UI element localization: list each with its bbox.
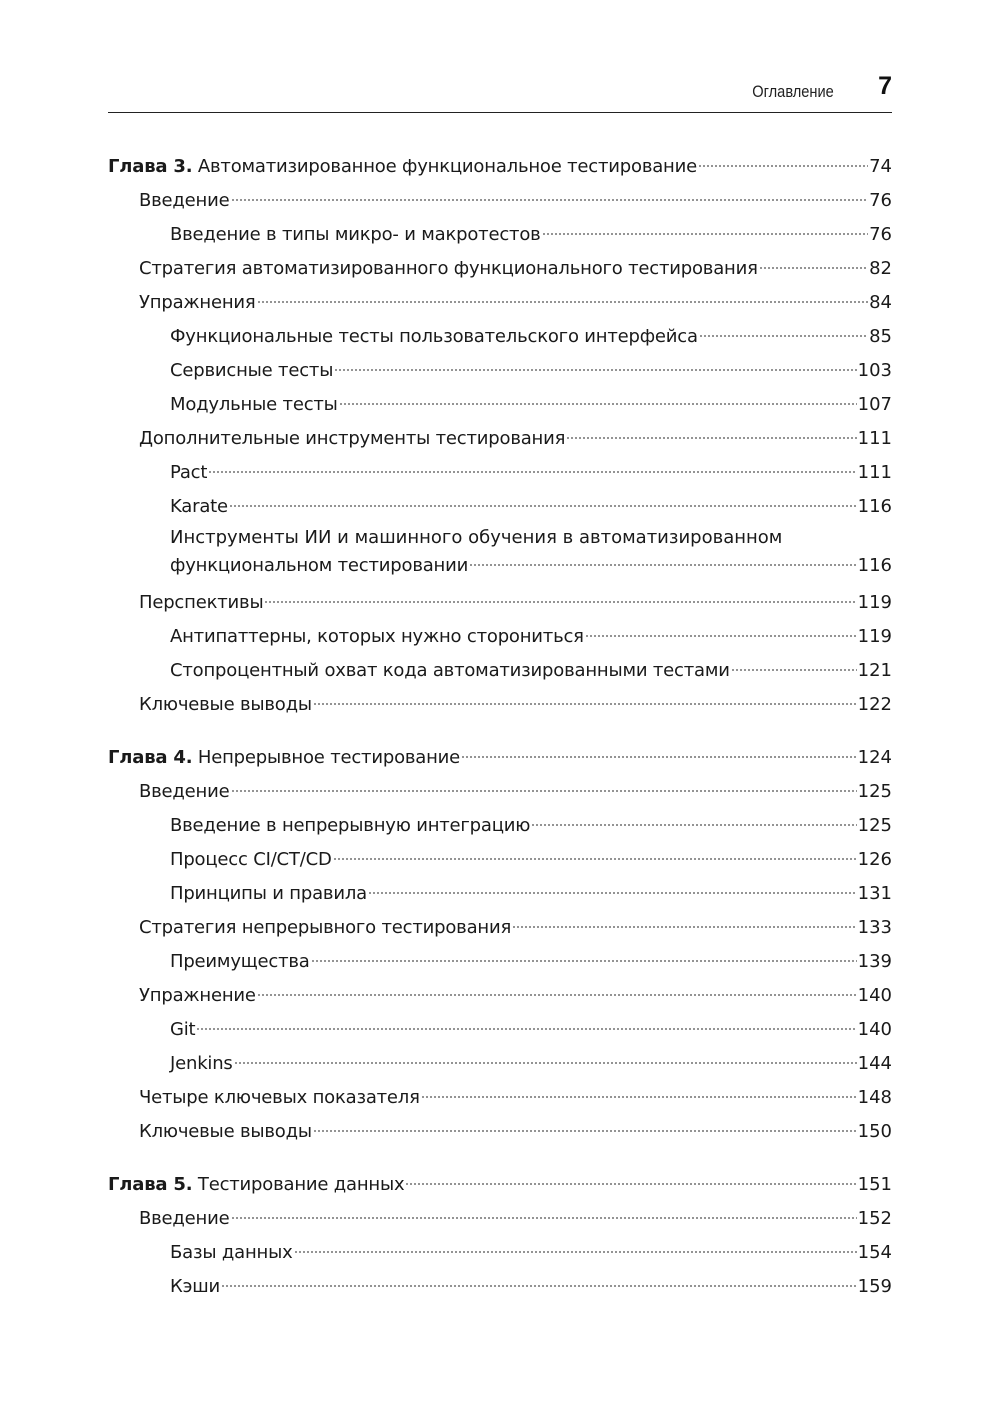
toc-entry bbox=[108, 1013, 892, 1047]
running-title: Оглавление bbox=[752, 82, 834, 101]
toc-entry-title: Введение bbox=[139, 1208, 230, 1229]
toc-entry-title: Дополнительные инструменты тестирования bbox=[139, 428, 566, 449]
toc-entry bbox=[108, 1115, 892, 1149]
toc-entry-title: Введение bbox=[139, 190, 230, 211]
toc-page-number: 76 bbox=[869, 224, 892, 245]
dot-leader bbox=[313, 1129, 857, 1133]
toc-entry bbox=[108, 688, 892, 722]
toc-entry-title: Перспективы bbox=[139, 592, 264, 613]
toc-page-number: 159 bbox=[857, 1276, 892, 1297]
toc-entry bbox=[108, 286, 892, 320]
dot-leader bbox=[421, 1095, 857, 1099]
toc-page-number: 119 bbox=[857, 592, 892, 613]
toc-entry bbox=[108, 809, 892, 843]
toc-page-number: 103 bbox=[857, 360, 892, 381]
toc-entry bbox=[108, 456, 892, 490]
toc-entry bbox=[108, 252, 892, 286]
toc-entry bbox=[108, 490, 892, 524]
dot-leader bbox=[313, 702, 857, 706]
toc-entry bbox=[108, 911, 892, 945]
toc-entry-title: Ключевые выводы bbox=[139, 694, 312, 715]
toc-entry-title: Jenkins bbox=[170, 1053, 233, 1074]
dot-leader bbox=[231, 1216, 857, 1220]
dot-leader bbox=[231, 198, 869, 202]
toc-page-number: 140 bbox=[857, 1019, 892, 1040]
toc-page-number: 154 bbox=[857, 1242, 892, 1263]
dot-leader bbox=[585, 634, 857, 638]
toc-entry-title: Упражнения bbox=[139, 292, 256, 313]
toc-entry bbox=[108, 586, 892, 620]
toc-entry-title: Упражнение bbox=[139, 985, 256, 1006]
dot-leader bbox=[257, 993, 857, 997]
toc-entry-title: Модульные тесты bbox=[170, 394, 338, 415]
dot-leader bbox=[196, 1027, 856, 1031]
toc-entry-title: Четыре ключевых показателя bbox=[139, 1087, 420, 1108]
toc-page-number: 119 bbox=[857, 626, 892, 647]
toc-page-number: 125 bbox=[857, 781, 892, 802]
chapter-number: Глава 5. bbox=[108, 1174, 193, 1195]
dot-leader bbox=[759, 266, 868, 270]
toc-entry-title-line2: функциональном тестировании bbox=[170, 555, 469, 576]
toc-entry bbox=[108, 1202, 892, 1236]
toc-entry-title: Введение в непрерывную интеграцию bbox=[170, 815, 531, 836]
toc-entry bbox=[108, 1270, 892, 1304]
toc-page-number: 74 bbox=[869, 156, 892, 177]
toc-page-number: 121 bbox=[857, 660, 892, 681]
dot-leader bbox=[405, 1182, 856, 1186]
toc-entry bbox=[108, 184, 892, 218]
toc-entry-title: Ключевые выводы bbox=[139, 1121, 312, 1142]
dot-leader bbox=[334, 368, 856, 372]
toc-entry bbox=[108, 1081, 892, 1115]
toc-entry bbox=[108, 1236, 892, 1270]
toc-entry-title: Принципы и правила bbox=[170, 883, 367, 904]
toc-entry-title bbox=[108, 150, 697, 184]
toc-page-number: 76 bbox=[869, 190, 892, 211]
toc-entry bbox=[108, 354, 892, 388]
toc-page-number: 150 bbox=[857, 1121, 892, 1142]
toc-page-number: 85 bbox=[869, 326, 892, 347]
table-of-contents bbox=[108, 150, 892, 1304]
toc-page-number: 144 bbox=[857, 1053, 892, 1074]
toc-entry-title: Введение bbox=[139, 781, 230, 802]
toc-entry-title: Сервисные тесты bbox=[170, 360, 334, 381]
dot-leader bbox=[699, 334, 868, 338]
toc-entry bbox=[108, 843, 892, 877]
toc-page-number: 107 bbox=[857, 394, 892, 415]
toc-page-number: 124 bbox=[857, 747, 892, 768]
toc-entry-title: Стратегия непрерывного тестирования bbox=[139, 917, 512, 938]
dot-leader bbox=[512, 925, 857, 929]
toc-page-number: 148 bbox=[857, 1087, 892, 1108]
toc-entry-title: Стопроцентный охват кода автоматизированными тестами bbox=[170, 660, 730, 681]
dot-leader bbox=[698, 164, 868, 168]
toc-entry-title: Процесс CI/CT/CD bbox=[170, 849, 332, 870]
dot-leader bbox=[208, 470, 856, 474]
dot-leader bbox=[469, 563, 857, 567]
toc-entry-title-line1: Инструменты ИИ и машинного обучения в автоматизированном bbox=[170, 527, 783, 548]
toc-entry bbox=[108, 1047, 892, 1081]
dot-leader bbox=[311, 959, 857, 963]
toc-entry bbox=[108, 945, 892, 979]
dot-leader bbox=[229, 504, 857, 508]
toc-page-number: 116 bbox=[857, 555, 892, 576]
toc-entry bbox=[108, 524, 892, 586]
dot-leader bbox=[731, 668, 857, 672]
toc-page-number: 133 bbox=[857, 917, 892, 938]
toc-chapter-entry bbox=[108, 741, 892, 775]
toc-entry bbox=[108, 877, 892, 911]
toc-page-number: 122 bbox=[857, 694, 892, 715]
dot-leader bbox=[339, 402, 857, 406]
toc-entry-title: Базы данных bbox=[170, 1242, 293, 1263]
toc-entry-title: Преимущества bbox=[170, 951, 310, 972]
toc-entry-second-line bbox=[170, 552, 892, 586]
chapter-number: Глава 3. bbox=[108, 156, 193, 177]
toc-page-number: 82 bbox=[869, 258, 892, 279]
dot-leader bbox=[294, 1250, 857, 1254]
toc-page-number: 111 bbox=[857, 462, 892, 483]
dot-leader bbox=[566, 436, 856, 440]
chapter-number: Глава 4. bbox=[108, 747, 193, 768]
toc-entry-title bbox=[108, 741, 460, 775]
toc-chapter-entry bbox=[108, 1168, 892, 1202]
page-header bbox=[108, 72, 892, 113]
page-number: 7 bbox=[878, 72, 892, 100]
toc-page-number: 140 bbox=[857, 985, 892, 1006]
dot-leader bbox=[333, 857, 857, 861]
toc-page-number: 131 bbox=[857, 883, 892, 904]
toc-entry bbox=[108, 620, 892, 654]
chapter-title: Непрерывное тестирование bbox=[192, 747, 461, 768]
chapter-title: Тестирование данных bbox=[192, 1174, 405, 1195]
toc-entry-title bbox=[108, 1168, 404, 1202]
toc-entry-title: Функциональные тесты пользовательского интерфейса bbox=[170, 326, 698, 347]
dot-leader bbox=[234, 1061, 857, 1065]
toc-page-number: 139 bbox=[857, 951, 892, 972]
toc-entry-title: Karate bbox=[170, 496, 228, 517]
toc-entry-title: Git bbox=[170, 1019, 196, 1040]
dot-leader bbox=[461, 755, 857, 759]
toc-page-number: 125 bbox=[857, 815, 892, 836]
toc-entry-title: Введение в типы микро- и макротестов bbox=[170, 224, 541, 245]
chapter-title: Автоматизированное функциональное тестирование bbox=[192, 156, 697, 177]
toc-page-number: 84 bbox=[869, 292, 892, 313]
toc-entry bbox=[108, 654, 892, 688]
dot-leader bbox=[264, 600, 856, 604]
toc-entry-title: Кэши bbox=[170, 1276, 221, 1297]
dot-leader bbox=[531, 823, 856, 827]
toc-page-number: 151 bbox=[857, 1174, 892, 1195]
toc-entry bbox=[108, 422, 892, 456]
toc-page-number: 152 bbox=[857, 1208, 892, 1229]
toc-entry bbox=[108, 979, 892, 1013]
toc-page-number: 116 bbox=[857, 496, 892, 517]
toc-entry-title: Pact bbox=[170, 462, 208, 483]
toc-chapter-entry bbox=[108, 150, 892, 184]
toc-page-number: 126 bbox=[857, 849, 892, 870]
toc-entry bbox=[108, 218, 892, 252]
dot-leader bbox=[542, 232, 869, 236]
toc-entry-title: Стратегия автоматизированного функционального тестирования bbox=[139, 258, 758, 279]
toc-entry-title: Антипаттерны, которых нужно сторониться bbox=[170, 626, 584, 647]
toc-entry bbox=[108, 775, 892, 809]
dot-leader bbox=[368, 891, 857, 895]
dot-leader bbox=[221, 1284, 857, 1288]
dot-leader bbox=[257, 300, 869, 304]
toc-entry bbox=[108, 320, 892, 354]
toc-entry bbox=[108, 388, 892, 422]
dot-leader bbox=[231, 789, 857, 793]
toc-page-number: 111 bbox=[857, 428, 892, 449]
